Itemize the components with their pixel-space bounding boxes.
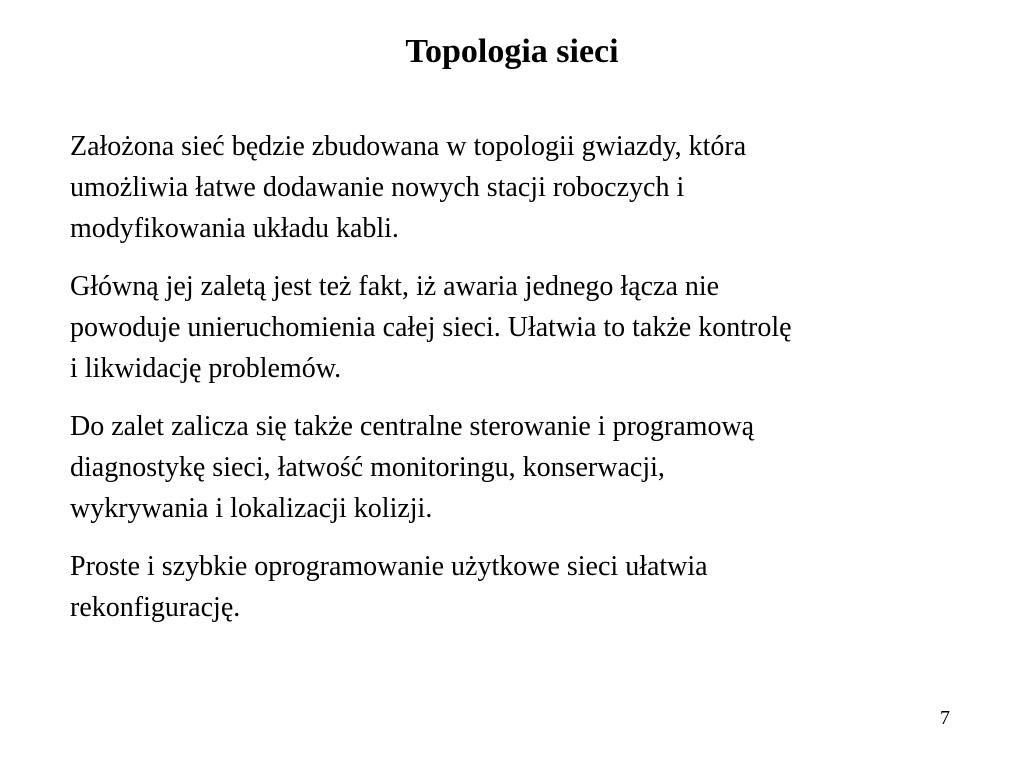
page-number: 7 — [940, 707, 950, 729]
paragraph-star-topology: Założona sieć będzie zbudowana w topologii gwiazdy, która umożliwia łatwe dodawanie nowych stacji roboczych i modyfikowania układu kabli. — [70, 131, 747, 244]
paragraph-reconfiguration: Proste i szybkie oprogramowanie użytkowe sieci ułatwia rekonfigurację. — [70, 551, 708, 623]
paragraph-main-advantage: Główną jej zaletą jest też fakt, iż awaria jednego łącza nie powoduje unieruchomienia całej sieci. Ułatwia to także kontrolę i likwidację problemów. — [70, 271, 792, 384]
slide-body — [70, 126, 970, 645]
slide-title: Topologia sieci — [405, 33, 619, 70]
paragraph-other-advantages: Do zalet zalicza się także centralne sterowanie i programową diagnostykę sieci, łatwość monitoringu, konserwacji, wykrywania i lokalizacji kolizji. — [70, 411, 755, 524]
